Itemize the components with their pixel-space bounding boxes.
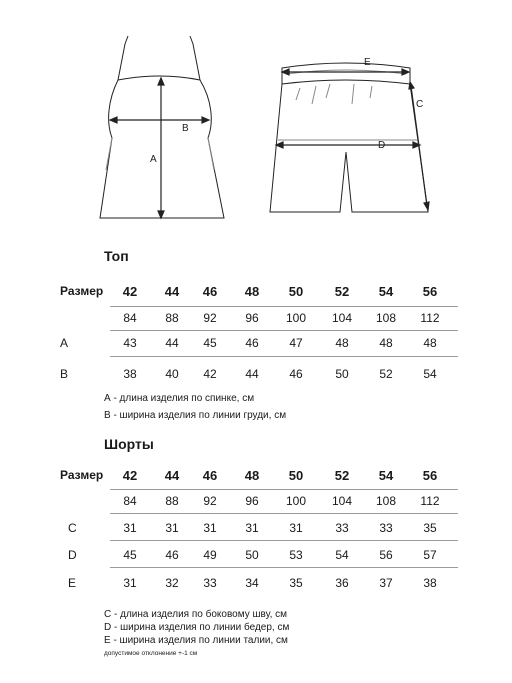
table-divider: [110, 330, 458, 331]
table-cell: 104: [331, 311, 353, 325]
table-cell: 31: [165, 521, 179, 535]
size-cell: 52: [334, 284, 350, 299]
size-cell: 42: [122, 284, 138, 299]
size-cell: 54: [378, 284, 394, 299]
table-row: [60, 548, 460, 566]
shorts-note-e: Е - ширина изделия по линии талии, см: [104, 635, 288, 646]
table-cell: 112: [420, 494, 440, 508]
shorts-label-c: C: [416, 99, 424, 110]
table-divider: [110, 356, 458, 357]
table-cell: 48: [335, 336, 349, 350]
size-cell: 46: [202, 468, 218, 483]
table-cell: 56: [379, 548, 393, 562]
shorts-measure-d: [276, 142, 420, 148]
size-cell: 44: [164, 468, 180, 483]
table-row: [60, 576, 460, 594]
top-measure-a: [158, 78, 164, 218]
table-cell: 49: [203, 548, 217, 562]
size-cell: 46: [202, 284, 218, 299]
table-cell: 53: [289, 548, 303, 562]
table-cell: 88: [165, 311, 179, 325]
size-cell: 56: [422, 468, 438, 483]
table-cell: 112: [420, 311, 440, 325]
table-cell: 44: [165, 336, 179, 350]
table-cell: 45: [123, 548, 137, 562]
table-cell: 46: [245, 336, 259, 350]
shorts-section-title: Шорты: [104, 436, 154, 452]
row-label: D: [68, 548, 77, 562]
shorts-label-d: D: [378, 140, 386, 151]
table-cell: 48: [423, 336, 437, 350]
table-cell: 108: [375, 311, 397, 325]
table-cell: 31: [203, 521, 217, 535]
table-cell: 31: [245, 521, 259, 535]
table-cell: 40: [165, 367, 179, 381]
table-cell: 32: [165, 576, 179, 590]
table-row: [60, 336, 460, 354]
table-cell: 92: [203, 311, 217, 325]
table-cell: 50: [245, 548, 259, 562]
table-cell: 38: [123, 367, 137, 381]
table-row: [60, 311, 460, 329]
garment-diagrams: [0, 0, 512, 240]
table-cell: 31: [289, 521, 303, 535]
row-label: B: [60, 367, 69, 381]
table-cell: 84: [123, 494, 137, 508]
table-cell: 46: [165, 548, 179, 562]
size-row-label: Размер: [60, 284, 104, 298]
table-cell: 48: [379, 336, 393, 350]
top-label-b: B: [182, 123, 189, 134]
table-divider: [110, 489, 458, 490]
table-cell: 52: [379, 367, 393, 381]
table-row: [60, 494, 460, 512]
table-cell: 33: [203, 576, 217, 590]
table-cell: 35: [423, 521, 437, 535]
table-cell: 46: [289, 367, 303, 381]
table-cell: 96: [245, 494, 259, 508]
table-cell: 100: [285, 494, 307, 508]
shorts-note-d: D - ширина изделия по линии бедер, см: [104, 622, 290, 633]
table-cell: 44: [245, 367, 259, 381]
table-cell: 38: [423, 576, 437, 590]
table-divider: [110, 540, 458, 541]
tolerance-note: допустимое отклонение +-1 см: [104, 650, 198, 657]
table-cell: 31: [123, 521, 137, 535]
shorts-note-c: С - длина изделия по боковому шву, см: [104, 609, 288, 620]
top-sketch: [100, 36, 224, 218]
table-cell: 92: [203, 494, 217, 508]
table-cell: 100: [285, 311, 307, 325]
table-cell: 50: [335, 367, 349, 381]
table-cell: 108: [375, 494, 397, 508]
size-cell: 54: [378, 468, 394, 483]
shorts-sketch: [270, 63, 428, 212]
table-cell: 57: [423, 548, 437, 562]
table-cell: 47: [289, 336, 303, 350]
table-cell: 37: [379, 576, 393, 590]
size-cell: 42: [122, 468, 138, 483]
size-cell: 56: [422, 284, 438, 299]
table-cell: 54: [335, 548, 349, 562]
row-label: C: [68, 521, 77, 535]
table-cell: 43: [123, 336, 137, 350]
table-cell: 88: [165, 494, 179, 508]
table-cell: 54: [423, 367, 437, 381]
table-cell: 35: [289, 576, 303, 590]
table-cell: 104: [331, 494, 353, 508]
shorts-label-e: E: [364, 57, 371, 68]
size-row-label: Размер: [60, 468, 104, 482]
table-divider: [110, 567, 458, 568]
table-divider: [110, 513, 458, 514]
table-cell: 33: [379, 521, 393, 535]
row-label: A: [60, 336, 69, 350]
table-cell: 31: [123, 576, 137, 590]
table-cell: 33: [335, 521, 349, 535]
table-header-row: [60, 284, 460, 302]
size-cell: 44: [164, 284, 180, 299]
table-header-row: [60, 468, 460, 486]
top-label-a: A: [150, 154, 157, 165]
table-cell: 84: [123, 311, 137, 325]
table-cell: 34: [245, 576, 259, 590]
top-note-a: А - длина изделия по спинке, см: [104, 393, 255, 404]
size-cell: 50: [288, 468, 304, 483]
top-section-title: Топ: [104, 248, 129, 264]
size-cell: 48: [244, 284, 260, 299]
row-label: E: [68, 576, 77, 590]
table-divider: [110, 306, 458, 307]
table-cell: 96: [245, 311, 259, 325]
size-cell: 48: [244, 468, 260, 483]
top-measure-b: [110, 117, 209, 123]
table-row: [60, 521, 460, 539]
table-row: [60, 367, 460, 385]
size-cell: 50: [288, 284, 304, 299]
table-cell: 45: [203, 336, 217, 350]
table-cell: 42: [203, 367, 217, 381]
size-cell: 52: [334, 468, 350, 483]
table-cell: 36: [335, 576, 349, 590]
top-note-b: В - ширина изделия по линии груди, см: [104, 410, 287, 421]
